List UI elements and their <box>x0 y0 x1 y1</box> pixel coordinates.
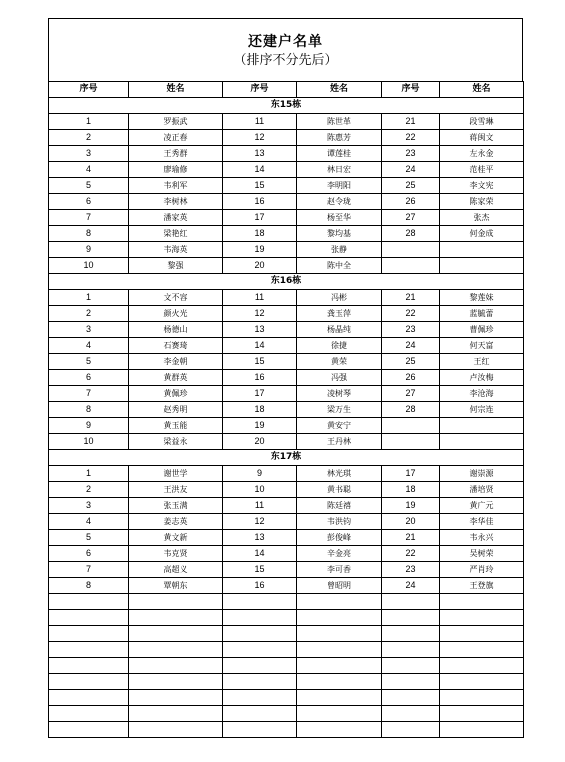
seq-cell: 13 <box>223 146 297 162</box>
name-cell: 严肖玲 <box>440 562 524 578</box>
seq-cell: 5 <box>49 530 129 546</box>
seq-cell: 19 <box>223 418 297 434</box>
name-cell: 文不容 <box>129 290 223 306</box>
name-cell: 韦永兴 <box>440 530 524 546</box>
seq-cell: 9 <box>49 242 129 258</box>
seq-cell: 11 <box>223 498 297 514</box>
table-row <box>49 402 524 418</box>
seq-cell: 10 <box>49 434 129 450</box>
seq-cell: 2 <box>49 306 129 322</box>
empty-cell <box>297 722 382 738</box>
seq-cell: 20 <box>223 434 297 450</box>
name-cell: 黄书聪 <box>297 482 382 498</box>
empty-cell <box>382 722 440 738</box>
seq-cell: 11 <box>223 114 297 130</box>
name-cell <box>440 242 524 258</box>
seq-cell: 23 <box>382 146 440 162</box>
name-cell: 卢汝梅 <box>440 370 524 386</box>
empty-cell <box>297 658 382 674</box>
empty-cell <box>440 642 524 658</box>
seq-cell: 18 <box>223 226 297 242</box>
seq-cell: 3 <box>49 498 129 514</box>
column-header-name: 姓名 <box>440 82 524 98</box>
column-header-seq: 序号 <box>223 82 297 98</box>
name-cell: 王丹林 <box>297 434 382 450</box>
seq-cell: 9 <box>49 418 129 434</box>
roster-table <box>48 81 524 738</box>
name-cell: 王红 <box>440 354 524 370</box>
seq-cell: 4 <box>49 162 129 178</box>
name-cell: 黄安宁 <box>297 418 382 434</box>
seq-cell: 4 <box>49 338 129 354</box>
seq-cell: 17 <box>223 386 297 402</box>
name-cell <box>440 258 524 274</box>
empty-cell <box>297 626 382 642</box>
seq-cell: 28 <box>382 402 440 418</box>
name-cell: 杨晶纯 <box>297 322 382 338</box>
table-row <box>49 418 524 434</box>
seq-cell: 23 <box>382 562 440 578</box>
table-row <box>49 578 524 594</box>
name-cell: 吴树荣 <box>440 546 524 562</box>
name-cell: 李华佳 <box>440 514 524 530</box>
name-cell: 杨德山 <box>129 322 223 338</box>
name-cell: 徐捷 <box>297 338 382 354</box>
name-cell: 王洪友 <box>129 482 223 498</box>
empty-cell <box>382 674 440 690</box>
empty-cell <box>49 674 129 690</box>
building-label: 东15栋 <box>49 98 524 114</box>
seq-cell: 24 <box>382 162 440 178</box>
empty-cell <box>382 610 440 626</box>
name-cell: 何金成 <box>440 226 524 242</box>
name-cell: 凌正春 <box>129 130 223 146</box>
name-cell: 黎莲妹 <box>440 290 524 306</box>
name-cell: 李文宪 <box>440 178 524 194</box>
building-section-row <box>49 98 524 114</box>
building-section-row <box>49 274 524 290</box>
empty-cell <box>49 722 129 738</box>
name-cell: 杨至华 <box>297 210 382 226</box>
table-row <box>49 194 524 210</box>
name-cell: 冯强 <box>297 370 382 386</box>
name-cell: 谢崇源 <box>440 466 524 482</box>
column-header-name: 姓名 <box>129 82 223 98</box>
empty-row <box>49 658 524 674</box>
seq-cell: 6 <box>49 370 129 386</box>
table-row <box>49 498 524 514</box>
name-cell: 黄群英 <box>129 370 223 386</box>
table-row <box>49 386 524 402</box>
roster-sheet <box>48 18 523 738</box>
empty-cell <box>49 690 129 706</box>
seq-cell: 1 <box>49 114 129 130</box>
name-cell: 颜火光 <box>129 306 223 322</box>
name-cell: 凌树琴 <box>297 386 382 402</box>
column-header-seq: 序号 <box>49 82 129 98</box>
header-row <box>49 82 524 98</box>
name-cell: 李金朝 <box>129 354 223 370</box>
name-cell: 陈世革 <box>297 114 382 130</box>
document-subtitle: （排序不分先后） <box>233 53 338 68</box>
table-row <box>49 562 524 578</box>
seq-cell: 14 <box>223 162 297 178</box>
name-cell: 张静 <box>297 242 382 258</box>
empty-cell <box>297 610 382 626</box>
empty-row <box>49 626 524 642</box>
seq-cell: 22 <box>382 130 440 146</box>
empty-cell <box>49 594 129 610</box>
empty-cell <box>223 674 297 690</box>
empty-row <box>49 642 524 658</box>
empty-cell <box>129 690 223 706</box>
empty-cell <box>223 658 297 674</box>
name-cell: 李沧海 <box>440 386 524 402</box>
empty-cell <box>440 610 524 626</box>
name-cell: 曹佩珍 <box>440 322 524 338</box>
seq-cell <box>382 418 440 434</box>
seq-cell: 22 <box>382 546 440 562</box>
seq-cell: 19 <box>223 242 297 258</box>
name-cell: 王秀群 <box>129 146 223 162</box>
table-row <box>49 482 524 498</box>
empty-cell <box>129 722 223 738</box>
seq-cell <box>382 258 440 274</box>
seq-cell: 24 <box>382 578 440 594</box>
seq-cell: 7 <box>49 562 129 578</box>
table-row <box>49 546 524 562</box>
seq-cell: 24 <box>382 338 440 354</box>
seq-cell: 13 <box>223 530 297 546</box>
seq-cell: 21 <box>382 290 440 306</box>
empty-row <box>49 674 524 690</box>
seq-cell: 9 <box>223 466 297 482</box>
empty-cell <box>440 658 524 674</box>
seq-cell: 10 <box>223 482 297 498</box>
empty-cell <box>440 626 524 642</box>
seq-cell: 15 <box>223 178 297 194</box>
seq-cell: 1 <box>49 466 129 482</box>
empty-cell <box>223 722 297 738</box>
name-cell: 陈家荣 <box>440 194 524 210</box>
name-cell: 谭莲桂 <box>297 146 382 162</box>
seq-cell: 15 <box>223 354 297 370</box>
seq-cell: 15 <box>223 562 297 578</box>
empty-cell <box>297 690 382 706</box>
seq-cell: 14 <box>223 546 297 562</box>
empty-cell <box>382 706 440 722</box>
table-row <box>49 530 524 546</box>
name-cell: 蒋闽文 <box>440 130 524 146</box>
empty-cell <box>49 658 129 674</box>
seq-cell <box>382 434 440 450</box>
name-cell: 黎均基 <box>297 226 382 242</box>
seq-cell: 26 <box>382 194 440 210</box>
empty-cell <box>129 674 223 690</box>
name-cell: 潘培贤 <box>440 482 524 498</box>
seq-cell: 20 <box>223 258 297 274</box>
empty-cell <box>223 642 297 658</box>
seq-cell: 8 <box>49 578 129 594</box>
seq-cell: 3 <box>49 322 129 338</box>
name-cell: 陈惠芳 <box>297 130 382 146</box>
empty-cell <box>382 594 440 610</box>
empty-cell <box>129 610 223 626</box>
empty-cell <box>223 626 297 642</box>
seq-cell: 4 <box>49 514 129 530</box>
name-cell: 赵秀明 <box>129 402 223 418</box>
name-cell: 李可香 <box>297 562 382 578</box>
table-row <box>49 258 524 274</box>
table-row <box>49 226 524 242</box>
empty-row <box>49 722 524 738</box>
seq-cell: 27 <box>382 210 440 226</box>
seq-cell: 13 <box>223 322 297 338</box>
seq-cell: 25 <box>382 178 440 194</box>
empty-cell <box>297 706 382 722</box>
seq-cell: 12 <box>223 514 297 530</box>
name-cell: 王登旗 <box>440 578 524 594</box>
seq-cell: 8 <box>49 402 129 418</box>
name-cell: 李明阳 <box>297 178 382 194</box>
empty-cell <box>382 626 440 642</box>
seq-cell: 3 <box>49 146 129 162</box>
column-header-seq: 序号 <box>382 82 440 98</box>
seq-cell <box>382 242 440 258</box>
seq-cell: 27 <box>382 386 440 402</box>
name-cell: 李树林 <box>129 194 223 210</box>
empty-row <box>49 706 524 722</box>
empty-cell <box>440 594 524 610</box>
name-cell: 林光琪 <box>297 466 382 482</box>
seq-cell: 2 <box>49 482 129 498</box>
table-row <box>49 514 524 530</box>
name-cell: 林日宏 <box>297 162 382 178</box>
seq-cell: 20 <box>382 514 440 530</box>
seq-cell: 19 <box>382 498 440 514</box>
seq-cell: 2 <box>49 130 129 146</box>
empty-cell <box>129 626 223 642</box>
roster-body <box>49 82 524 738</box>
empty-cell <box>440 722 524 738</box>
building-label: 东16栋 <box>49 274 524 290</box>
name-cell: 韦海英 <box>129 242 223 258</box>
empty-cell <box>382 658 440 674</box>
document-title: 还建户名单 <box>248 34 323 50</box>
name-cell: 罗振武 <box>129 114 223 130</box>
seq-cell: 22 <box>382 306 440 322</box>
name-cell: 曾昭明 <box>297 578 382 594</box>
seq-cell: 11 <box>223 290 297 306</box>
empty-cell <box>440 690 524 706</box>
name-cell: 赵令珑 <box>297 194 382 210</box>
seq-cell: 10 <box>49 258 129 274</box>
name-cell: 冯彬 <box>297 290 382 306</box>
name-cell: 韦洪钧 <box>297 514 382 530</box>
empty-cell <box>297 642 382 658</box>
name-cell: 陈廷禧 <box>297 498 382 514</box>
empty-row <box>49 610 524 626</box>
name-cell: 廖瑜修 <box>129 162 223 178</box>
name-cell: 黄佩珍 <box>129 386 223 402</box>
table-row <box>49 466 524 482</box>
table-row <box>49 146 524 162</box>
empty-cell <box>129 642 223 658</box>
building-label: 东17栋 <box>49 450 524 466</box>
title-box <box>48 18 523 81</box>
seq-cell: 21 <box>382 530 440 546</box>
seq-cell: 17 <box>382 466 440 482</box>
table-row <box>49 338 524 354</box>
name-cell: 黄玉能 <box>129 418 223 434</box>
empty-cell <box>49 642 129 658</box>
name-cell: 黎强 <box>129 258 223 274</box>
seq-cell: 8 <box>49 226 129 242</box>
seq-cell: 16 <box>223 370 297 386</box>
name-cell: 左永金 <box>440 146 524 162</box>
seq-cell: 18 <box>223 402 297 418</box>
empty-cell <box>129 706 223 722</box>
seq-cell: 12 <box>223 306 297 322</box>
name-cell: 龚玉萍 <box>297 306 382 322</box>
column-header-name: 姓名 <box>297 82 382 98</box>
empty-cell <box>297 674 382 690</box>
table-row <box>49 178 524 194</box>
name-cell: 段雪琳 <box>440 114 524 130</box>
seq-cell: 1 <box>49 290 129 306</box>
name-cell: 何天富 <box>440 338 524 354</box>
table-row <box>49 354 524 370</box>
seq-cell: 25 <box>382 354 440 370</box>
table-row <box>49 162 524 178</box>
name-cell: 高超义 <box>129 562 223 578</box>
table-row <box>49 242 524 258</box>
name-cell: 张杰 <box>440 210 524 226</box>
seq-cell: 6 <box>49 194 129 210</box>
table-row <box>49 370 524 386</box>
name-cell: 辛金亮 <box>297 546 382 562</box>
name-cell: 覃朝东 <box>129 578 223 594</box>
seq-cell: 5 <box>49 178 129 194</box>
seq-cell: 17 <box>223 210 297 226</box>
name-cell: 张玉满 <box>129 498 223 514</box>
name-cell: 梁艳红 <box>129 226 223 242</box>
table-row <box>49 130 524 146</box>
empty-cell <box>223 690 297 706</box>
name-cell: 梁万生 <box>297 402 382 418</box>
table-row <box>49 114 524 130</box>
name-cell: 韦利军 <box>129 178 223 194</box>
name-cell <box>440 434 524 450</box>
empty-cell <box>49 610 129 626</box>
building-section-row <box>49 450 524 466</box>
name-cell: 蓝毓蕾 <box>440 306 524 322</box>
empty-cell <box>49 706 129 722</box>
seq-cell: 16 <box>223 194 297 210</box>
empty-cell <box>440 706 524 722</box>
empty-cell <box>382 642 440 658</box>
seq-cell: 28 <box>382 226 440 242</box>
table-row <box>49 322 524 338</box>
empty-cell <box>223 610 297 626</box>
name-cell: 彭俊峰 <box>297 530 382 546</box>
seq-cell: 14 <box>223 338 297 354</box>
seq-cell: 7 <box>49 210 129 226</box>
empty-cell <box>382 690 440 706</box>
empty-cell <box>129 594 223 610</box>
seq-cell: 16 <box>223 578 297 594</box>
empty-cell <box>440 674 524 690</box>
name-cell: 梁益永 <box>129 434 223 450</box>
table-row <box>49 210 524 226</box>
empty-cell <box>297 594 382 610</box>
seq-cell: 12 <box>223 130 297 146</box>
seq-cell: 5 <box>49 354 129 370</box>
table-row <box>49 434 524 450</box>
seq-cell: 7 <box>49 386 129 402</box>
name-cell: 陈中全 <box>297 258 382 274</box>
name-cell: 黄广元 <box>440 498 524 514</box>
empty-cell <box>49 626 129 642</box>
name-cell: 黄文新 <box>129 530 223 546</box>
name-cell: 何宗连 <box>440 402 524 418</box>
name-cell <box>440 418 524 434</box>
seq-cell: 6 <box>49 546 129 562</box>
empty-row <box>49 594 524 610</box>
name-cell: 石赛琦 <box>129 338 223 354</box>
empty-cell <box>223 706 297 722</box>
seq-cell: 18 <box>382 482 440 498</box>
seq-cell: 21 <box>382 114 440 130</box>
name-cell: 潘家英 <box>129 210 223 226</box>
empty-cell <box>223 594 297 610</box>
table-row <box>49 306 524 322</box>
name-cell: 黄荣 <box>297 354 382 370</box>
name-cell: 范桂平 <box>440 162 524 178</box>
name-cell: 谢世学 <box>129 466 223 482</box>
table-row <box>49 290 524 306</box>
name-cell: 姜志英 <box>129 514 223 530</box>
empty-cell <box>129 658 223 674</box>
seq-cell: 23 <box>382 322 440 338</box>
empty-row <box>49 690 524 706</box>
name-cell: 韦克贤 <box>129 546 223 562</box>
seq-cell: 26 <box>382 370 440 386</box>
